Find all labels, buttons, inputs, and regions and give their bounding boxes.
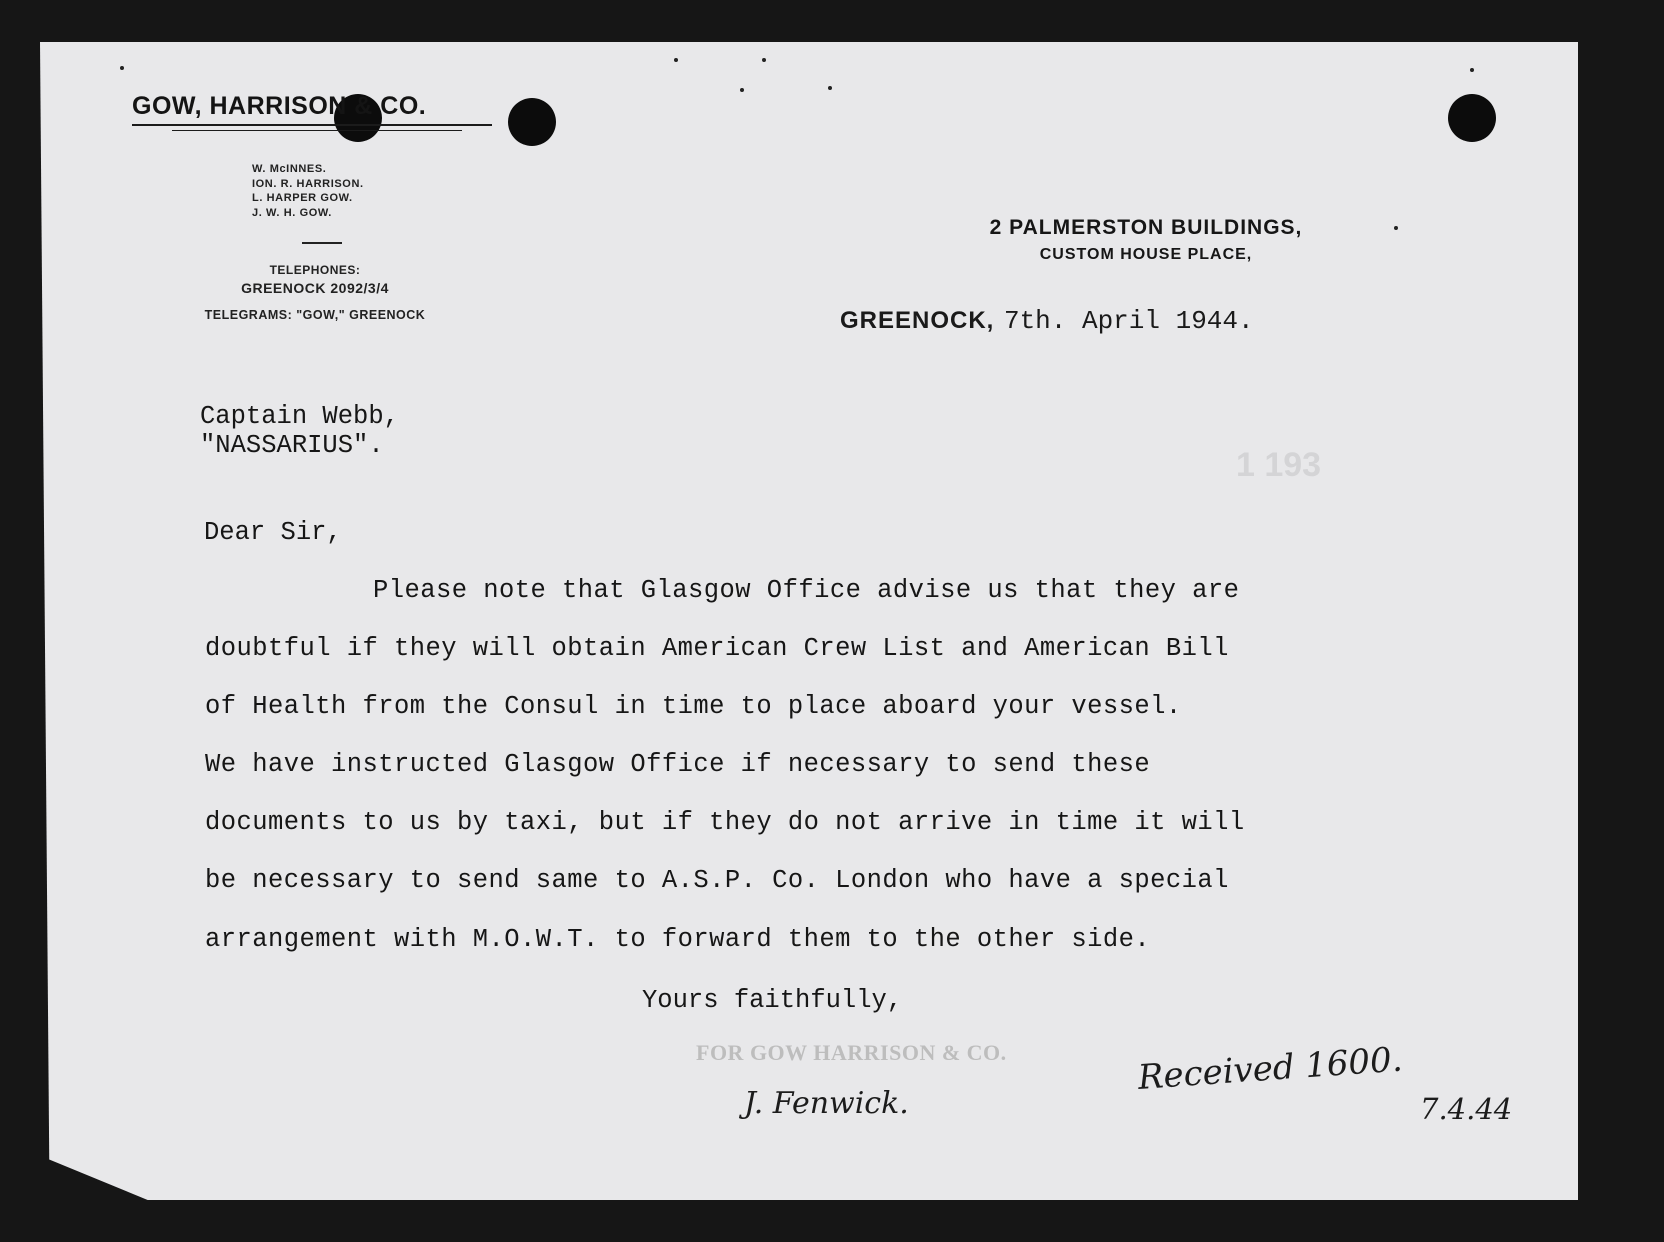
body-line: arrangement with M.O.W.T. to forward them to the other side. [205, 925, 1151, 954]
punch-hole-right [1448, 94, 1496, 142]
paper-speck [674, 58, 678, 62]
paper-speck [120, 66, 124, 70]
contact-block [150, 262, 480, 323]
signature: J. Fenwick. [744, 1086, 909, 1121]
body-line: We have instructed Glasgow Office if necessary to send these [205, 750, 1151, 779]
partners-list [252, 162, 364, 220]
body-line: be necessary to send same to A.S.P. Co. London who have a special [205, 866, 1229, 895]
paper-speck [1394, 226, 1398, 230]
body-line: documents to us by taxi, but if they do not arrive in time it will [205, 808, 1245, 837]
body-line: Please note that Glasgow Office advise us that they are [373, 576, 1240, 605]
salutation: Dear Sir, [204, 518, 342, 547]
faint-mark: 1 193 [1236, 446, 1322, 484]
address-block [946, 214, 1346, 268]
partner-name: ION. R. HARRISON. [252, 177, 364, 190]
body-line: doubtful if they will obtain American Crew List and American Bill [205, 634, 1229, 663]
body-line: of Health from the Consul in time to place aboard your vessel. [205, 692, 1182, 721]
paper-speck [740, 88, 744, 92]
partners-divider [302, 242, 342, 244]
paper-speck [762, 58, 766, 62]
punch-hole-middle [508, 98, 556, 146]
partner-name: W. McINNES. [252, 163, 327, 175]
firm-name-rule-lower [172, 130, 462, 131]
received-note: Received 1600. [1136, 1039, 1404, 1098]
recipient-block [200, 402, 399, 460]
address-line-1: 2 PALMERSTON BUILDINGS, [989, 216, 1303, 239]
dateline [840, 306, 1254, 336]
closing: Yours faithfully, [642, 986, 903, 1015]
telephones-value: GREENOCK 2092/3/4 [241, 280, 389, 296]
firm-name: GOW, HARRISON & CO. [132, 92, 427, 120]
dateline-place: GREENOCK, [840, 307, 995, 334]
handwritten-date: 7.4.44 [1420, 1092, 1513, 1126]
telephones-label: TELEPHONES: [269, 263, 361, 277]
paper-speck [1470, 68, 1474, 72]
partner-name: J. W. H. GOW. [252, 206, 332, 219]
firm-name-rule [132, 124, 492, 126]
paper-speck [828, 86, 832, 90]
recipient-name: Captain Webb, [200, 402, 399, 431]
recipient-vessel: "NASSARIUS". [200, 431, 384, 460]
partner-name: L. HARPER GOW. [252, 192, 353, 204]
telegrams-line: TELEGRAMS: "GOW," GREENOCK [204, 308, 426, 322]
letter-date: 7th. April 1944. [1003, 306, 1254, 336]
firm-stamp: FOR GOW HARRISON & CO. [696, 1040, 1007, 1065]
address-line-2: CUSTOM HOUSE PLACE, [1039, 246, 1253, 263]
